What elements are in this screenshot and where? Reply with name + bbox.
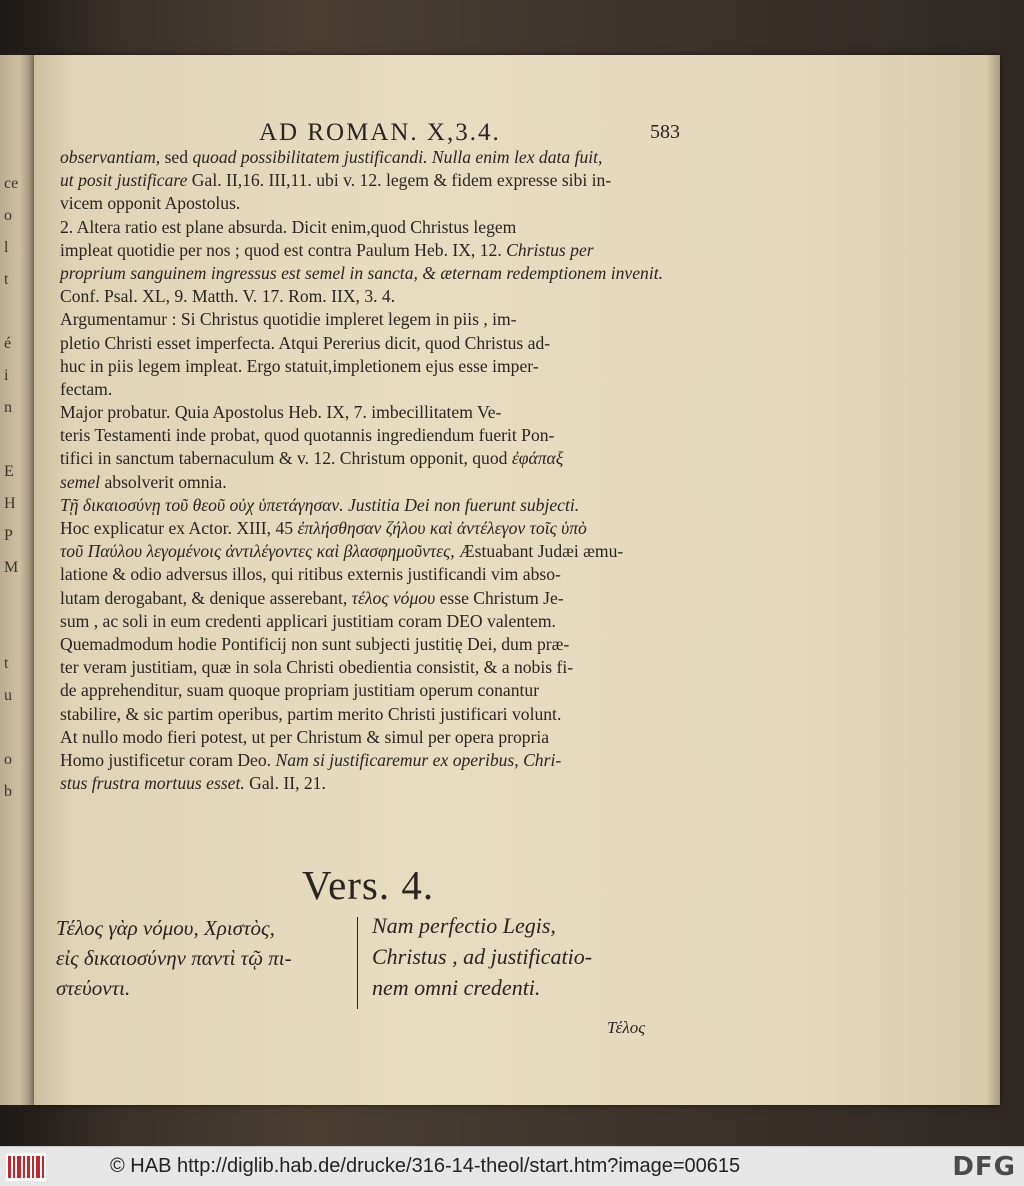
text-line	[60, 285, 710, 308]
body-text	[60, 146, 710, 795]
left-page-fragment: t	[4, 271, 9, 288]
latin-verse-line: Christus , ad justificatio-	[372, 944, 593, 969]
text-line	[60, 146, 710, 169]
roman-run: Conf. Psal. XL, 9. Matth. V. 17. Rom. IIX, 3. 4.	[60, 286, 396, 307]
italic-run: Christus per	[506, 239, 594, 260]
verse-heading: Vers. 4.	[302, 862, 435, 908]
text-line	[60, 378, 710, 401]
roman-run: Quemadmodum hodie Pontificij non sunt subjecti justitię Dei, dum præ-	[60, 633, 570, 654]
left-page-fragment: t	[4, 655, 9, 672]
roman-run: esse Christum Je-	[435, 587, 564, 608]
roman-run: teris Testamenti inde probat, quod quotannis ingrediendum fuerit Pon-	[60, 425, 555, 446]
italic-run: τέλος νόμου	[351, 587, 436, 608]
latin-verse-line: Nam perfectio Legis,	[372, 913, 556, 938]
italic-run: quoad possibilitatem justificandi. Nulla enim lex data fuit,	[192, 147, 603, 167]
left-neighbour-page	[0, 55, 36, 1105]
italic-run: ut posit justificare	[60, 170, 188, 191]
roman-run: impleat quotidie per nos ; quod est contra Paulum Heb. IX, 12.	[60, 239, 507, 260]
roman-run: Argumentamur : Si Christus quotidie impleret legem in piis , im-	[60, 309, 517, 330]
roman-run: sum , ac soli in eum credenti applicari justitiam coram DEO valentem.	[60, 610, 556, 631]
hab-barcode-icon	[6, 1153, 46, 1181]
column-divider	[357, 917, 358, 1009]
greek-verse-column	[56, 913, 356, 1003]
italic-run: proprium sanguinem ingressus est semel in sancta, & æternam redemptionem invenit.	[60, 262, 664, 283]
left-page-fragment: i	[4, 367, 9, 384]
italic-run: Nam si justificaremur ex operibus, Chri-	[275, 749, 562, 770]
roman-run: de apprehenditur, suam quoque propriam justitiam operum conantur	[60, 680, 540, 701]
roman-run: fectam.	[60, 378, 113, 399]
left-page-fragment: é	[4, 335, 12, 352]
left-page-fragment: l	[4, 239, 9, 256]
text-line	[60, 401, 710, 424]
page-edge-shadow	[986, 55, 1000, 1105]
text-line	[60, 494, 710, 517]
roman-run: Homo justificetur coram Deo.	[60, 749, 276, 770]
text-line	[60, 216, 710, 239]
roman-run: huc in piis legem impleat. Ergo statuit,impletionem ejus esse imper-	[60, 355, 539, 376]
roman-run: stabilire, & sic partim operibus, partim merito Christi justificari volunt.	[60, 703, 562, 724]
left-page-fragment: o	[4, 751, 12, 768]
text-line	[60, 563, 710, 586]
roman-run: absolverit omnia.	[100, 471, 227, 492]
left-page-fragment: n	[4, 399, 12, 416]
left-page-fragment: E	[4, 463, 14, 480]
text-line	[60, 262, 710, 285]
copyright-url[interactable]: © HAB http://diglib.hab.de/drucke/316-14-theol/start.htm?image=00615	[110, 1155, 741, 1177]
greek-verse-line: στεύοντι.	[56, 976, 131, 1000]
catchword: Τέλος	[607, 1018, 646, 1037]
roman-run: Hoc explicatur ex Actor. XIII, 45	[60, 518, 298, 538]
text-line	[60, 169, 710, 192]
text-line	[60, 471, 710, 494]
greek-verse-line: εἰς δικαιοσύνην παντὶ τῷ πι-	[56, 946, 292, 970]
text-line	[60, 332, 710, 355]
text-line	[60, 447, 710, 470]
italic-run: ἐφάπαξ	[511, 448, 564, 469]
italic-run: τοῦ Παύλου λεγομένοις ἀντιλέγοντες καὶ βλασφημοῦντες,	[60, 541, 455, 562]
italic-run: observantiam,	[60, 147, 161, 167]
text-line	[60, 703, 710, 726]
roman-run: At nullo modo fieri potest, ut per Christum & simul per opera propria	[60, 726, 550, 747]
text-line	[60, 540, 710, 563]
text-line	[60, 308, 710, 331]
italic-run: Justitia Dei non fuerunt subjecti.	[348, 494, 580, 515]
left-page-fragment: b	[4, 783, 12, 800]
italic-run: ἐπλήσθησαν ζήλου καὶ ἀντέλεγον τοῖς ὑπὸ	[297, 518, 587, 538]
italic-run: Τῇ δικαιοσύνῃ τοῦ θεοῦ οὐχ ὑπετάγησαν.	[60, 494, 348, 515]
left-page-fragment: P	[4, 527, 13, 544]
left-page-fragment: o	[4, 207, 12, 224]
text-line	[60, 679, 710, 702]
text-line	[60, 355, 710, 378]
text-line	[60, 749, 710, 772]
text-line	[60, 656, 710, 679]
roman-run: sed	[160, 147, 193, 167]
text-line	[60, 424, 710, 447]
roman-run: Æstuabant Judæi æmu-	[454, 541, 624, 562]
roman-run: latione & odio adversus illos, qui ritibus externis justificandi vim abso-	[60, 564, 561, 585]
text-line	[60, 517, 710, 540]
roman-run: Gal. II,16. III,11. ubi v. 12. legem & fidem expresse sibi in-	[187, 170, 612, 191]
text-line	[60, 610, 710, 633]
greek-verse-line: Τέλος γὰρ νόμου, Χριστὸς,	[56, 916, 275, 940]
running-head: AD ROMAN. X,3.4.	[259, 119, 501, 146]
roman-run: Major probatur. Quia Apostolus Heb. IX, 7. imbecillitatem Ve-	[60, 402, 502, 423]
latin-verse-column	[372, 910, 692, 1003]
italic-run: semel	[60, 471, 101, 492]
roman-run: tifici in sanctum tabernaculum & v. 12. Christum opponit, quod	[60, 448, 512, 469]
text-line	[60, 239, 710, 262]
italic-run: stus frustra mortuus esset.	[60, 773, 245, 794]
left-page-fragment: ce	[4, 175, 19, 192]
left-page-fragment: H	[4, 495, 16, 512]
roman-run: ter veram justitiam, quæ in sola Christi obedientia consistit, & a nobis fi-	[60, 657, 574, 678]
text-line	[60, 772, 710, 795]
text-line	[60, 192, 710, 215]
text-line	[60, 633, 710, 656]
roman-run: pletio Christi esset imperfecta. Atqui Pererius dicit, quod Christus ad-	[60, 332, 551, 353]
page-number: 583	[650, 121, 680, 143]
left-page-fragment: u	[4, 687, 12, 704]
book-page	[34, 55, 1000, 1105]
text-line	[60, 587, 710, 610]
text-line	[60, 726, 710, 749]
roman-run: 2. Altera ratio est plane absurda. Dicit enim,quod Christus legem	[60, 216, 517, 237]
roman-run: Gal. II, 21.	[244, 773, 326, 794]
roman-run: lutam derogabant, & denique asserebant,	[60, 587, 352, 608]
latin-verse-line: nem omni credenti.	[372, 975, 541, 1000]
left-page-fragment: M	[4, 559, 19, 576]
dfg-logo: DFG	[952, 1152, 1016, 1182]
footer-bar	[0, 1146, 1024, 1186]
roman-run: vicem opponit Apostolus.	[60, 193, 241, 214]
